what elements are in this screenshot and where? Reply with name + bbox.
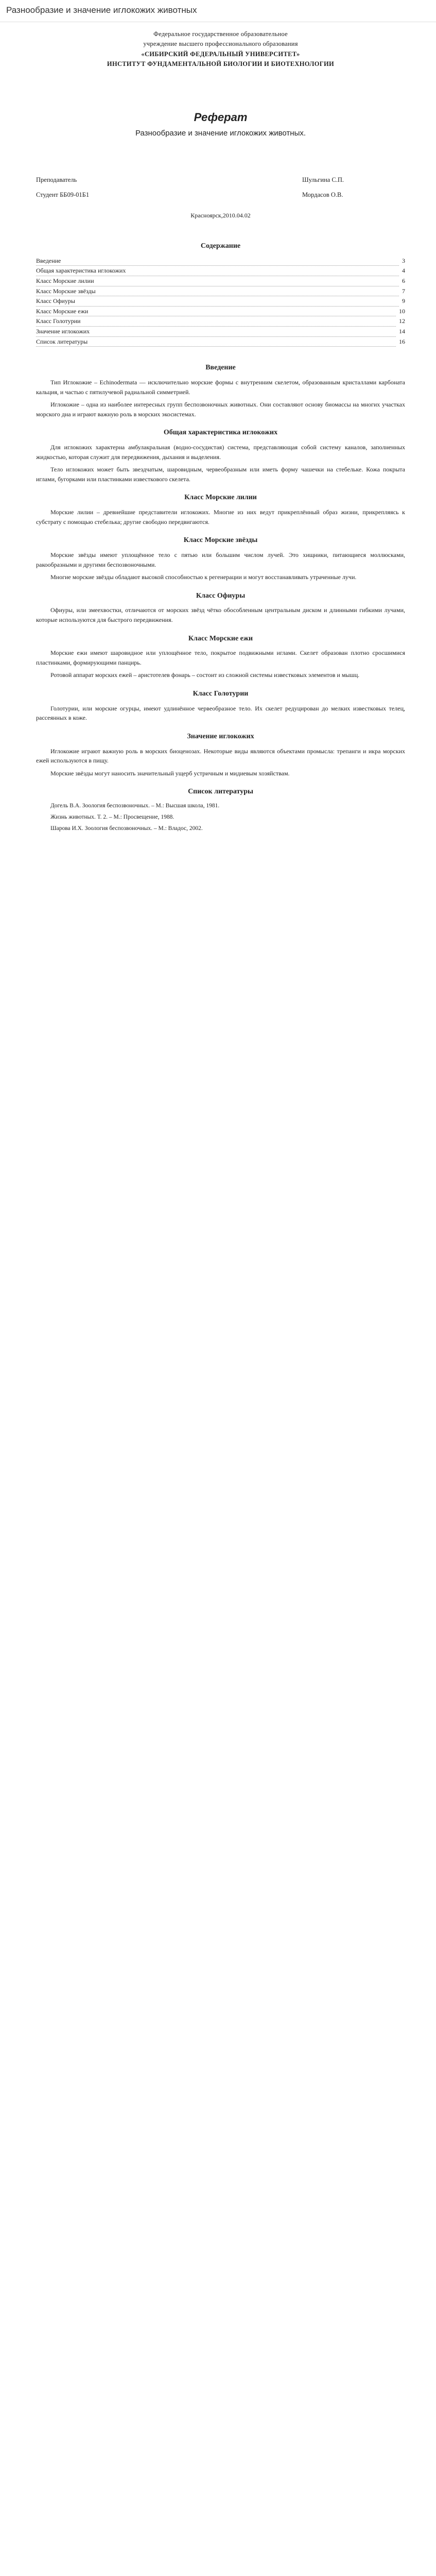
- referat-title: Реферат: [194, 110, 248, 124]
- section-heading: Класс Морские ежи: [188, 634, 253, 642]
- contents-item-page: 16: [399, 337, 405, 345]
- city-year: Красноярск,2010.04.02: [190, 211, 251, 219]
- section-heading: Класс Голотурии: [193, 690, 249, 698]
- section-paragraph: Ротовой аппарат морских ежей – аристотелев фонарь – состоит из сложной системы известковых элементов и мышц.: [50, 671, 360, 679]
- header-institute: ИНСТИТУТ ФУНДАМЕНТАЛЬНОЙ БИОЛОГИИ И БИОТЕХНОЛОГИИ: [107, 60, 335, 68]
- section-paragraph: Тело иглокожих может быть звездчатым, шаровидным, червеобразным или иметь форму чашечки на стебельке. Кожа покрыта иглами, бугорками или пластинками известкового скелета.: [36, 466, 405, 483]
- contents-item: [36, 256, 405, 266]
- contents-item-label: Общая характеристика иглокожих: [36, 266, 399, 276]
- contents-item: [36, 296, 405, 307]
- section-heading: Класс Морские звёзды: [183, 536, 258, 545]
- contents-item-page: 7: [402, 287, 405, 295]
- contents-item-label: Класс Морские ежи: [36, 307, 396, 317]
- contents-item-page: 9: [402, 297, 405, 305]
- section-paragraph: Иглокожие – одна из наиболее интересных групп беспозвоночных животных. Они составляют основу биомассы на многих участках морского дна и играют важную роль в морских экосистемах.: [36, 401, 405, 418]
- spacer: [36, 70, 405, 106]
- contents-heading: Содержание: [200, 242, 241, 250]
- contents-item: [36, 276, 405, 286]
- contents-item-label: Класс Морские звёзды: [36, 286, 399, 297]
- references-list: [36, 802, 405, 833]
- page-title: Разнообразие и значение иглокожих животных: [0, 0, 436, 22]
- header-line-2: учреждение высшего профессионального образования: [143, 40, 298, 48]
- contents-item-page: 3: [402, 257, 405, 264]
- contents-item-label: Класс Голотурии: [36, 316, 396, 327]
- section-heading: Значение иглокожих: [187, 732, 254, 740]
- contents-item-page: 10: [399, 307, 405, 315]
- section-paragraph: Для иглокожих характерна амбулакральная (водно-сосудистая) система, представляющая собой систему каналов, заполненных жидкостью, которая служит для передвижения, дыхания и выделения.: [36, 443, 405, 461]
- section: [36, 633, 405, 680]
- section: [36, 688, 405, 723]
- page: [0, 0, 436, 851]
- section-paragraph: Многие морские звёзды обладают высокой способностью к регенерации и могут восстанавливать утраченные лучи.: [50, 573, 357, 581]
- references: [36, 786, 405, 833]
- section: [36, 535, 405, 582]
- teacher-row: [36, 175, 405, 185]
- contents-item-label: Класс Морские лилии: [36, 276, 399, 286]
- referat-subtitle: Разнообразие и значение иглокожих животных.: [135, 128, 306, 138]
- section-heading: Введение: [205, 364, 236, 372]
- contents-item-page: 12: [399, 317, 405, 325]
- section-paragraph: Иглокожие играют важную роль в морских биоценозах. Некоторые виды являются объектами промысла: трепанги и икра морских ежей используются в пищу.: [36, 747, 405, 765]
- reference-item: Жизнь животных. Т. 2. – М.: Просвещение, 1988.: [50, 814, 175, 820]
- section: [36, 362, 405, 419]
- title-page-header: [36, 29, 405, 70]
- contents-item-page: 4: [402, 267, 405, 275]
- section: [36, 427, 405, 484]
- section: [36, 731, 405, 778]
- student-row: [36, 190, 405, 200]
- section-heading: Класс Офиуры: [196, 591, 246, 600]
- student-label: Студент ББ09-01Б1: [36, 191, 90, 199]
- contents-item: [36, 327, 405, 337]
- section-paragraph: Морские ежи имеют шаровидное или уплощённое тело, покрытое подвижными иглами. Скелет образован плотно сросшимися пластинками, формирующими панцирь.: [36, 649, 405, 666]
- section-paragraph: Морские звёзды могут наносить значительный ущерб устричным и мидиевым хозяйствам.: [50, 769, 290, 777]
- reference-item: Догель В.А. Зоология беспозвоночных. – М.: Высшая школа, 1981.: [50, 803, 220, 809]
- contents-item-label: Список литературы: [36, 337, 396, 347]
- contents-item: [36, 266, 405, 276]
- references-heading: Список литературы: [188, 788, 253, 796]
- contents-item: [36, 286, 405, 297]
- section-paragraph: Офиуры, или змеехвостки, отличаются от морских звёзд чётко обособленным центральным диском и длинными гибкими лучами, которые используются для быстрого передвижения.: [36, 606, 405, 623]
- student-name: Мордасов О.В.: [302, 191, 343, 199]
- section: [36, 492, 405, 527]
- contents-item-label: Введение: [36, 256, 399, 266]
- table-of-contents: [36, 241, 405, 347]
- section-heading: Класс Морские лилии: [184, 494, 257, 502]
- spacer: [36, 139, 405, 170]
- reference-item: Шарова И.Х. Зоология беспозвоночных. – М.: Владос, 2002.: [50, 825, 203, 832]
- section: [36, 590, 405, 625]
- teacher-name: Шульгина С.П.: [302, 176, 344, 183]
- contents-item-label: Значение иглокожих: [36, 327, 396, 337]
- sections: [36, 362, 405, 778]
- document-body: [0, 22, 436, 851]
- teacher-label: Преподаватель: [36, 176, 77, 183]
- section-paragraph: Морские лилии – древнейшие представители иглокожих. Многие из них ведут прикреплённый образ жизни, прикрепляясь к субстрату с помощью стебелька; другие свободно передвигаются.: [36, 509, 405, 526]
- contents-item: [36, 337, 405, 347]
- contents-item-page: 6: [402, 277, 405, 285]
- contents-list: [36, 256, 405, 347]
- contents-item: [36, 316, 405, 327]
- contents-item-page: 14: [399, 328, 405, 335]
- header-line-1: Федеральное государственное образовательное: [153, 30, 288, 38]
- section-paragraph: Морские звёзды имеют уплощённое тело с пятью или большим числом лучей. Это хищники, питающиеся моллюсками, ракообразными и другими беспозвоночными.: [36, 551, 405, 568]
- contents-item-label: Класс Офиуры: [36, 296, 399, 307]
- section-paragraph: Голотурии, или морские огурцы, имеют удлинённое червеобразное тело. Их скелет редуцирован до мелких известковых телец, рассеянных в коже.: [36, 704, 405, 722]
- header-university: «СИБИРСКИЙ ФЕДЕРАЛЬНЫЙ УНИВЕРСИТЕТ»: [141, 50, 300, 58]
- section-heading: Общая характеристика иглокожих: [163, 429, 278, 437]
- section-paragraph: Тип Иглокожие – Echinodermata — исключительно морские формы с внутренним скелетом, образованным кристаллами карбоната кальция, и частью с пятилучевой радиальной симметрией.: [36, 378, 405, 396]
- contents-item: [36, 307, 405, 317]
